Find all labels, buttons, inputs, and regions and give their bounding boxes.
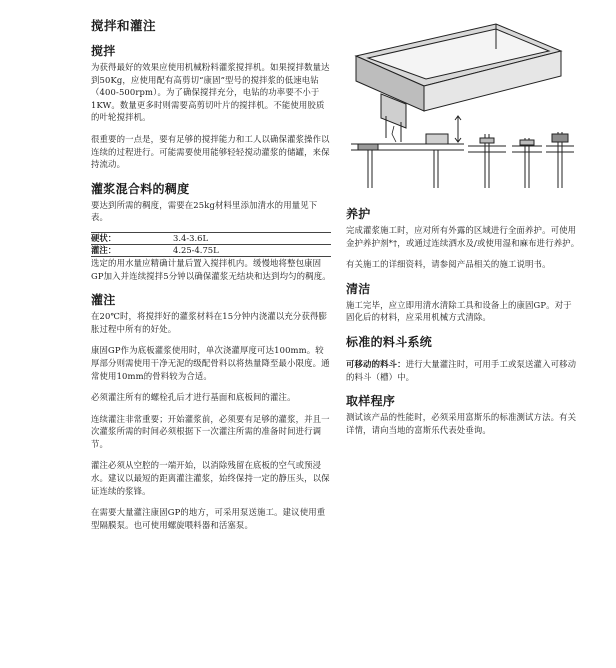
- cleaning-heading: 清洁: [346, 281, 371, 296]
- table-cell-value: 3.4-3.6L: [173, 232, 331, 244]
- placing-paragraph-1: 在20℃时，将搅拌好的灌浆材料在15分钟内浇灌以充分获得膨胀过程中所有的好处。: [91, 311, 328, 334]
- mixing-paragraph-2: 很重要的一点是，要有足够的搅拌能力和工人以确保灌浆操作以连续的过程进行。可能需要使用能够轻轻搅动灌浆的储罐，来保持流动。: [91, 133, 330, 170]
- placing-paragraph-6: 在需要大量灌注康固GP的地方，可采用泵送施工。建议使用重型隔膜泵。也可使用螺旋喂料器和活塞泵。: [91, 507, 326, 530]
- mixing-heading: 搅拌: [91, 44, 116, 58]
- curing-heading: 养护: [346, 207, 371, 221]
- placing-paragraph-2: 康固GP作为底板灌浆使用时，单次浇灌厚度可达100mm。较厚部分则需使用干净无泥的级配骨料以将热量降至最小限度。通常使用10mm的骨料较为合适。: [91, 345, 330, 381]
- placing-paragraph-4: 连续灌注非常重要；开始灌浆前，必须要有足够的灌浆，并且一次灌浆所需的时间必须根据下一次灌注所需的准备时间进行调节。: [91, 413, 330, 449]
- consistency-intro: 要达到所需的稠度，需要在25kg材料里添加清水的用量见下表。: [91, 199, 318, 223]
- grouting-trough-figure: [346, 16, 576, 196]
- table-cell-label: 硬状：: [91, 232, 173, 244]
- curing-paragraph-2: 有关施工的详细资料，请参阅产品相关的施工说明书。: [346, 259, 551, 270]
- curing-paragraph-1: 完成灌浆施工时，应对所有外露的区域进行全面养护。可使用金护养护剂*†，或通过连续洒水及/或使用湿和麻布进行养护。: [346, 225, 580, 248]
- table-cell-value: 4.25-4.75L: [173, 244, 331, 256]
- flow-trough-lead: 可移动的料斗：: [346, 358, 406, 369]
- left-column: [91, 16, 331, 531]
- page-title: 搅拌和灌注: [91, 18, 157, 33]
- table-row: [91, 244, 331, 256]
- flow-trough-paragraph: [346, 358, 580, 383]
- consistency-paragraph-1: 选定的用水量应精确计量后置入搅拌机内。缓慢地将整包康固GP加入并连续搅拌5分钟以确保灌浆无结块和达到均匀的稠度。: [91, 257, 331, 281]
- mixing-paragraph-1: 为获得最好的效果应使用机械粉料灌浆搅拌机。如果搅拌数量达到50Kg，应使用配有高剪切“康固”型号的搅拌浆的低速电钻（400-500rpm）。为了确保搅拌充分，电钻的功率要不小于1KW。数量更多时则需要高剪切叶片的搅拌机。不能使用胶质的叶轮搅拌机。: [91, 62, 330, 123]
- water-ratio-table: [91, 232, 331, 257]
- grouting-trough-diagram-icon: [346, 16, 576, 196]
- cleaning-paragraph-1: 施工完毕，应立即用清水清除工具和设备上的康固GP。对于固化后的材料，应采用机械方式清除。: [346, 299, 572, 323]
- sampling-paragraph-1: 测试该产品的性能时，必须采用富斯乐的标准测试方法。有关详情，请向当地的富斯乐代表处垂询。: [346, 412, 577, 435]
- sampling-heading: 取样程序: [346, 394, 396, 409]
- flow-trough-text: 进行大量灌注时，可用手工或泵送灌入可移动的料斗（槽）中。: [346, 358, 577, 382]
- placing-heading: 灌注: [91, 293, 116, 308]
- table-cell-label: 灌注：: [91, 244, 173, 256]
- right-column: [346, 205, 580, 436]
- placing-paragraph-5: 灌注必须从空腔的一端开始，以消除残留在底板的空气或预浸水。建议以最短的距离灌注灌浆，始终保持一定的静压头，以保证连续的浆锋。: [91, 460, 330, 496]
- table-row: [91, 232, 331, 244]
- placing-paragraph-3: 必须灌注所有的螺栓孔后才进行基面和底板间的灌注。: [91, 392, 296, 403]
- flow-trough-heading: 标准的料斗系统: [346, 334, 433, 349]
- consistency-heading: 灌浆混合料的稠度: [91, 181, 190, 196]
